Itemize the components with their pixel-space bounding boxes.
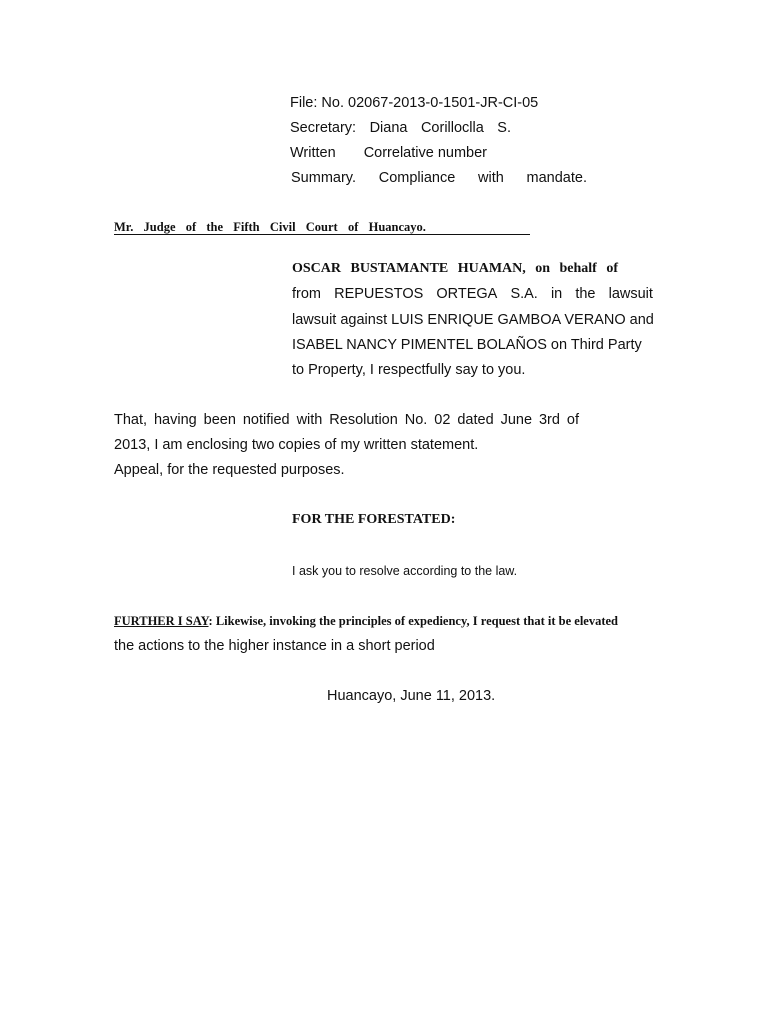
petitioner-line-5: to Property, I respectfully say to you. bbox=[292, 362, 526, 378]
summary-word: Summary. bbox=[291, 170, 356, 186]
body-word: notified bbox=[242, 412, 290, 428]
body-word: having bbox=[153, 412, 197, 428]
petitioner-word: from bbox=[292, 286, 321, 302]
written-line bbox=[290, 144, 487, 162]
body-word: dated bbox=[457, 412, 494, 428]
body-word: Resolution bbox=[329, 412, 398, 428]
petitioner-word: of bbox=[606, 261, 618, 276]
summary-word: mandate. bbox=[526, 170, 587, 186]
closing-request: I ask you to resolve according to the law. bbox=[292, 564, 518, 578]
addressee-word: the bbox=[206, 220, 224, 234]
written-word: Correlative number bbox=[363, 145, 487, 161]
body-word: That, bbox=[114, 412, 148, 428]
petitioner-word: HUAMAN, bbox=[457, 261, 526, 276]
body-word: been bbox=[203, 412, 236, 428]
petitioner-line-4: ISABEL NANCY PIMENTEL BOLAÑOS on Third Party bbox=[292, 337, 642, 353]
secretary-word: Corilloclla bbox=[420, 120, 484, 136]
petitioner-word: behalf bbox=[559, 261, 597, 276]
summary-word: Compliance bbox=[378, 170, 456, 186]
secretary-word: S. bbox=[497, 120, 511, 136]
body-word: of bbox=[566, 412, 579, 428]
petitioner-word: BUSTAMANTE bbox=[350, 261, 449, 276]
secretary-line bbox=[290, 119, 511, 137]
petitioner-word: the bbox=[575, 286, 596, 302]
further-label: FURTHER I SAY bbox=[114, 614, 209, 628]
summary-line bbox=[291, 169, 587, 187]
secretary-word: Diana bbox=[369, 120, 408, 136]
petitioner-word: lawsuit bbox=[608, 286, 653, 302]
petitioner-word: ORTEGA bbox=[436, 286, 498, 302]
further-line-1 bbox=[114, 612, 618, 630]
addressee-word: Mr. bbox=[114, 220, 134, 234]
body-word: with bbox=[296, 412, 323, 428]
petitioner-word: on bbox=[535, 261, 551, 276]
petitioner-word: in bbox=[550, 286, 563, 302]
further-text: Likewise, invoking the principles of expediency, I request that it be elevated bbox=[212, 614, 619, 628]
closing-heading: FOR THE FORESTATED: bbox=[292, 512, 456, 527]
body-word: 3rd bbox=[538, 412, 560, 428]
addressee-word: Court bbox=[305, 220, 338, 234]
addressee-word: Fifth bbox=[233, 220, 260, 234]
addressee-word: of bbox=[347, 220, 359, 234]
secretary-word: Secretary: bbox=[290, 120, 357, 136]
addressee-line bbox=[114, 219, 426, 235]
body-word: June bbox=[500, 412, 533, 428]
body-line-1 bbox=[114, 411, 579, 429]
place-date: Huancayo, June 11, 2013. bbox=[327, 688, 496, 704]
addressee-word: of bbox=[185, 220, 197, 234]
petitioner-line-3: lawsuit against LUIS ENRIQUE GAMBOA VERANO and bbox=[292, 312, 654, 328]
written-word: Written bbox=[290, 145, 336, 161]
further-colon: : bbox=[208, 614, 213, 628]
body-word: No. bbox=[404, 412, 428, 428]
petitioner-line-2 bbox=[292, 285, 653, 303]
petitioner-word: S.A. bbox=[510, 286, 538, 302]
addressee-word: Judge bbox=[143, 220, 176, 234]
petitioner-word: OSCAR bbox=[292, 261, 342, 276]
summary-word: with bbox=[478, 170, 504, 186]
further-line-2: the actions to the higher instance in a short period bbox=[114, 638, 435, 654]
addressee-word: Huancayo. bbox=[368, 220, 426, 234]
addressee-word: Civil bbox=[269, 220, 296, 234]
body-line-2: 2013, I am enclosing two copies of my written statement. bbox=[114, 437, 479, 453]
body-line-3: Appeal, for the requested purposes. bbox=[114, 462, 345, 478]
petitioner-name-line bbox=[292, 260, 618, 278]
petitioner-word: REPUESTOS bbox=[334, 286, 424, 302]
addressee-underline bbox=[114, 234, 530, 235]
body-word: 02 bbox=[434, 412, 451, 428]
file-number: File: No. 02067-2013-0-1501-JR-CI-05 bbox=[290, 95, 539, 111]
